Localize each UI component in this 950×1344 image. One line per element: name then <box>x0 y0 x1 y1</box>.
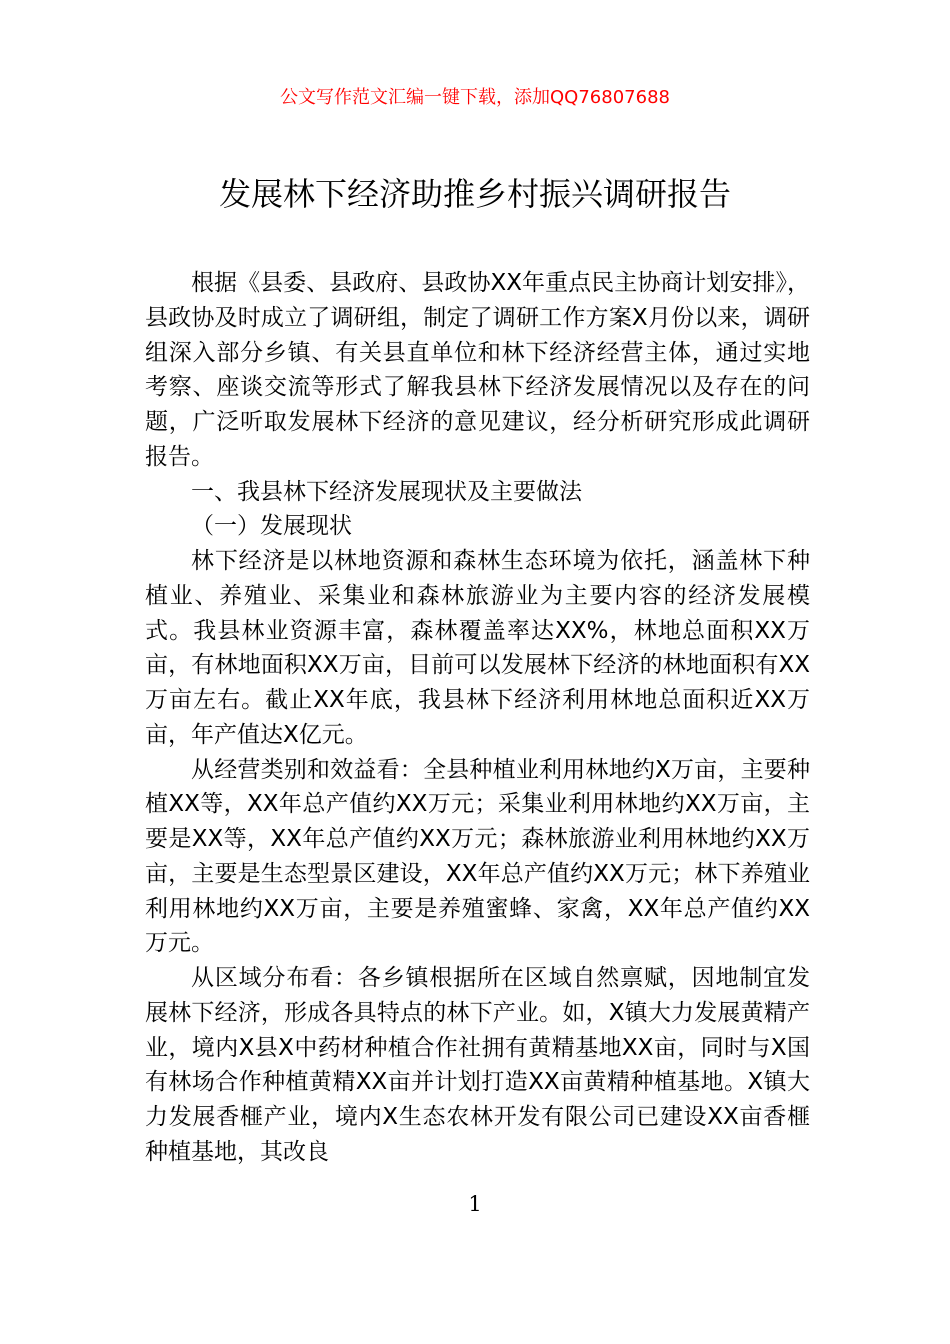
paragraph-current-status: 林下经济是以林地资源和森林生态环境为依托，涵盖林下种植业、养殖业、采集业和森林旅游业为主要内容的经济发展模式。我县林业资源丰富，森林覆盖率达XX%，林地总面积XX万亩，有林地面积XX万亩，目前可以发展林下经济的林地面积有XX万亩左右。截止XX年底，我县林下经济利用林地总面积近XX万亩，年产值达X亿元。 <box>145 548 810 748</box>
document-title: 发展林下经济助推乡村振兴调研报告 <box>218 175 731 213</box>
paragraph-intro: 根据《县委、县政府、县政协XX年重点民主协商计划安排》，县政协及时成立了调研组，制定了调研工作方案X月份以来，调研组深入部分乡镇、有关县直单位和林下经济经营主体，通过实地考察、座谈交流等形式了解我县林下经济发展情况以及存在的问题，广泛听取发展林下经济的意见建议，经分析研究形成此调研报告。 <box>145 270 810 470</box>
document-body <box>145 266 810 1170</box>
page-number: 1 <box>468 1192 482 1216</box>
paragraph-business-categories: 从经营类别和效益看：全县种植业利用林地约X万亩，主要种植XX等，XX年总产值约XX万元；采集业利用林地约XX万亩，主要是XX等，XX年总产值约XX万元；森林旅游业利用林地约XX万亩，主要是生态型景区建设，XX年总产值约XX万元；林下养殖业利用林地约XX万亩，主要是养殖蜜蜂、家禽，XX年总产值约XX万元。 <box>145 756 810 957</box>
download-notice: 公文写作范文汇编一键下载，添加QQ76807688 <box>280 87 670 108</box>
paragraph-regional-distribution: 从区域分布看：各乡镇根据所在区域自然禀赋，因地制宜发展林下经济，形成各具特点的林下产业。如，X镇大力发展黄精产业，境内X县X中药材种植合作社拥有黄精基地XX亩，同时与X国有林场合作种植黄精XX亩并计划打造XX亩黄精种植基地。X镇大力发展香榧产业，境内X生态农林开发有限公司已建设XX亩香榧种植基地，其改良 <box>145 965 810 1165</box>
subsection-heading-1: （一）发展现状 <box>191 513 352 540</box>
section-heading-1: 一、我县林下经济发展现状及主要做法 <box>191 478 582 505</box>
